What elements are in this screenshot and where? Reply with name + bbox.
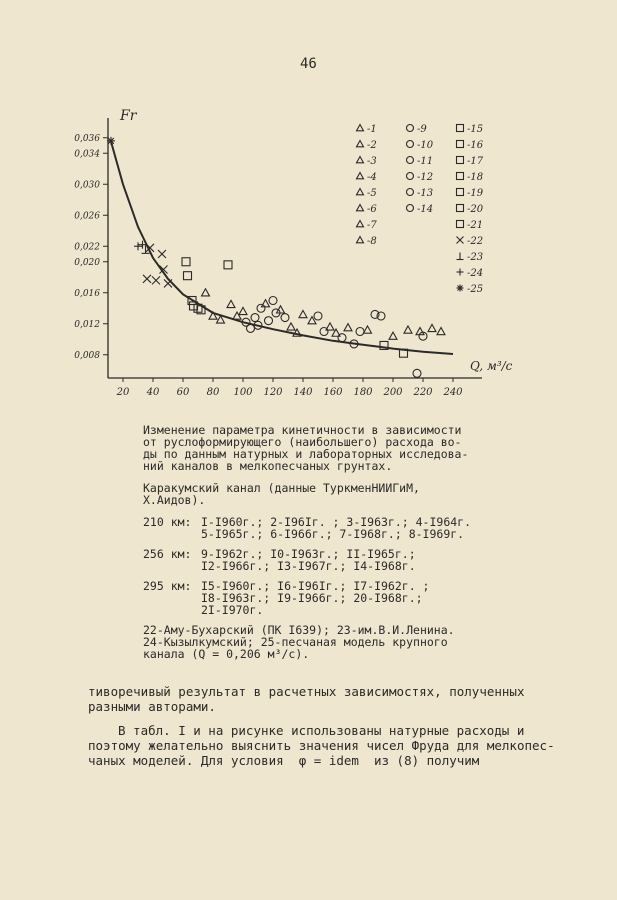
caption-title: Изменение параметра кинетичности в зависимости от руслоформирующего (наибольшего) расхода во- ды по данным натурных и лабораторных исследова- ний каналов в мелкопесчаных грунтах. xyxy=(143,423,469,473)
y-tick-label: 0,008 xyxy=(74,350,100,361)
caption-years: 9-I962г.; I0-I963г.; II-I965г.; I2-I966г.; I3-I967г.; I4-I968г. xyxy=(201,547,416,573)
data-point-square xyxy=(182,258,190,266)
data-point-square xyxy=(184,272,192,280)
x-tick-label: 100 xyxy=(233,387,253,398)
data-point-triangle xyxy=(239,307,247,314)
legend-symbol-circle xyxy=(407,157,414,164)
data-point-circle xyxy=(257,304,265,312)
data-point-circle xyxy=(247,324,255,332)
data-point-circle xyxy=(356,328,364,336)
data-point-triangle xyxy=(428,324,436,331)
data-point-triangle xyxy=(287,323,295,330)
legend-symbol-circle xyxy=(407,205,414,212)
page-number: 46 xyxy=(300,56,317,72)
caption-source: Каракумский канал (данные ТуркменНИИГиМ, Х.Аидов). xyxy=(143,481,420,507)
y-tick-label: 0,026 xyxy=(74,211,100,222)
legend-symbol-circle xyxy=(407,125,414,132)
legend-label: -23 xyxy=(467,252,484,263)
body-paragraph-2: В табл. I и на рисунке использованы натурные расходы и поэтому желательно выяснить значения чисел Фруда для мелкопес- чаных моделей. Для условия φ = idem из (8) получим xyxy=(88,723,555,768)
data-point-circle xyxy=(265,317,273,325)
legend-symbol-square xyxy=(457,205,464,212)
legend-label: -4 xyxy=(367,172,377,183)
body-paragraph-1: тиворечивый результат в расчетных зависимостях, полученных разными авторами. xyxy=(88,684,525,714)
legend-label: -18 xyxy=(467,172,484,183)
legend-label: -11 xyxy=(417,156,434,167)
legend-label: -25 xyxy=(467,284,484,295)
data-point-triangle xyxy=(299,310,307,317)
legend-symbol-triangle xyxy=(357,237,364,243)
legend-label: -10 xyxy=(417,140,434,151)
fit-curve xyxy=(111,142,453,354)
legend-symbol-circle xyxy=(407,141,414,148)
legend-symbol-triangle xyxy=(357,125,364,131)
data-point-plus xyxy=(134,242,142,250)
x-tick-label: 20 xyxy=(116,387,130,398)
data-point-circle xyxy=(338,334,346,342)
legend-label: -19 xyxy=(467,188,484,199)
body-text xyxy=(88,684,568,777)
legend-symbol-x xyxy=(457,237,464,244)
legend-label: -5 xyxy=(367,188,377,199)
legend-label: -17 xyxy=(467,156,484,167)
caption-km: 210 км: xyxy=(143,515,192,529)
data-point-triangle xyxy=(262,300,270,307)
caption-km: 256 км: xyxy=(143,547,192,561)
y-tick-label: 0,036 xyxy=(74,133,100,144)
data-point-x xyxy=(158,250,166,258)
legend-symbol-square xyxy=(457,125,464,132)
x-tick-label: 80 xyxy=(206,387,220,398)
data-point-circle xyxy=(314,312,322,320)
legend-symbol-triangle xyxy=(357,205,364,211)
legend-symbol-square xyxy=(457,173,464,180)
data-point-triangle xyxy=(437,328,445,335)
caption-years: I-I960г.; 2-I96Iг. ; 3-I963г.; 4-I964г. 5-I965г.; 6-I966г.; 7-I968г.; 8-I969г. xyxy=(201,515,472,541)
data-point-triangle xyxy=(227,300,235,307)
legend-label: -8 xyxy=(367,236,377,247)
legend-label: -24 xyxy=(467,268,484,279)
legend-symbol-circle xyxy=(407,173,414,180)
legend-label: -21 xyxy=(467,220,484,231)
caption-row-210 xyxy=(143,516,523,540)
data-point-x xyxy=(152,276,160,284)
legend-symbol-triangle xyxy=(357,189,364,195)
y-tick-label: 0,034 xyxy=(74,149,100,160)
data-point-square xyxy=(224,261,232,269)
y-tick-label: 0,030 xyxy=(74,180,100,191)
x-tick-label: 180 xyxy=(353,387,373,398)
data-point-x xyxy=(143,275,151,283)
legend-label: -16 xyxy=(467,140,484,151)
legend-symbol-triangle xyxy=(357,157,364,163)
legend-label: -20 xyxy=(467,204,484,215)
legend-label: -2 xyxy=(367,140,377,151)
legend-symbol-plus xyxy=(457,269,464,276)
y-tick-label: 0,012 xyxy=(74,319,100,330)
legend-symbol-triangle xyxy=(357,141,364,147)
legend-symbol-triangle xyxy=(357,221,364,227)
x-tick-label: 40 xyxy=(146,387,160,398)
y-tick-label: 0,016 xyxy=(74,288,100,299)
legend-symbol-tee xyxy=(457,253,464,260)
legend-symbol-triangle xyxy=(357,173,364,179)
x-tick-label: 140 xyxy=(293,387,313,398)
legend-label: -9 xyxy=(417,124,427,135)
data-point-circle xyxy=(281,314,289,322)
data-point-circle xyxy=(413,369,421,377)
x-tick-label: 220 xyxy=(413,387,433,398)
data-point-circle xyxy=(251,314,259,322)
legend-label: -3 xyxy=(367,156,377,167)
data-point-triangle xyxy=(326,323,334,330)
data-point-triangle xyxy=(344,324,352,331)
data-point-triangle xyxy=(404,326,412,333)
x-tick-label: 60 xyxy=(176,387,190,398)
figure xyxy=(60,100,530,414)
data-point-triangle xyxy=(364,326,372,333)
x-tick-label: 120 xyxy=(263,387,283,398)
legend-symbol-square xyxy=(457,189,464,196)
legend-label: -7 xyxy=(367,220,377,231)
y-axis-label: Fr xyxy=(120,108,137,124)
caption-row-295 xyxy=(143,580,523,616)
fr-vs-q-chart xyxy=(60,100,530,410)
data-point-star xyxy=(107,137,115,145)
data-point-triangle xyxy=(202,289,210,296)
y-tick-label: 0,022 xyxy=(74,242,100,253)
legend-label: -13 xyxy=(417,188,434,199)
caption-km: 295 км: xyxy=(143,579,192,593)
legend-symbol-star xyxy=(457,285,464,292)
x-tick-label: 240 xyxy=(443,387,463,398)
x-axis-label: Q, м³/с xyxy=(470,359,513,373)
legend-symbol-square xyxy=(457,157,464,164)
legend-label: -15 xyxy=(467,124,484,135)
caption-footer: 22-Аму-Бухарский (ПК I639); 23-им.В.И.Ленина. 24-Кызылкумский; 25-песчаная модель крупного канала (Q = 0,206 м³/с). xyxy=(143,623,455,661)
data-point-x xyxy=(164,279,172,287)
data-point-circle xyxy=(269,297,277,305)
x-tick-label: 200 xyxy=(383,387,403,398)
data-point-triangle xyxy=(389,332,397,339)
figure-caption xyxy=(143,424,523,670)
caption-years: I5-I960г.; I6-I96Iг.; I7-I962г. ; I8-I963г.; I9-I966г.; 20-I968г.; 2I-I970г. xyxy=(201,579,430,617)
legend-label: -12 xyxy=(417,172,434,183)
legend-symbol-square xyxy=(457,141,464,148)
x-tick-label: 160 xyxy=(323,387,343,398)
legend-symbol-circle xyxy=(407,189,414,196)
legend-label: -6 xyxy=(367,204,377,215)
caption-row-256 xyxy=(143,548,523,572)
legend-symbol-square xyxy=(457,221,464,228)
legend-label: -22 xyxy=(467,236,484,247)
legend-label: -14 xyxy=(417,204,434,215)
y-tick-label: 0,020 xyxy=(74,257,100,268)
legend-label: -1 xyxy=(367,124,377,135)
